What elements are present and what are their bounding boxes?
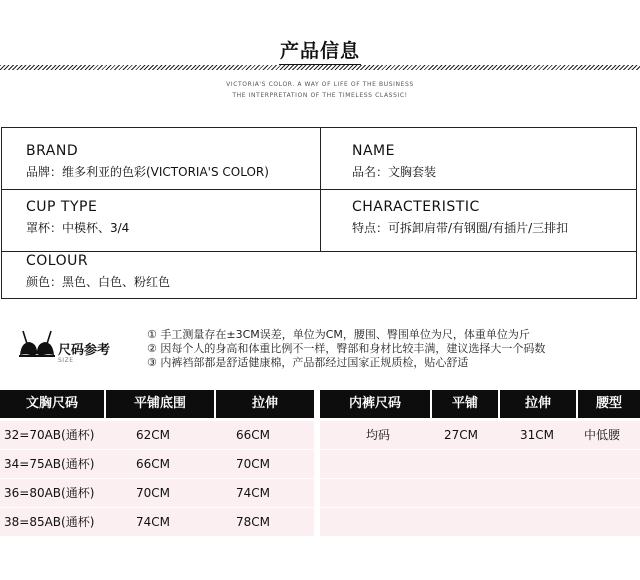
bra-stretch-cell: 66CM bbox=[236, 428, 271, 442]
tagline-1: VICTORIA'S COLOR. A WAY OF LIFE OF THE BUSINESS bbox=[226, 81, 414, 88]
bra-header-stretch: 拉伸 bbox=[216, 390, 314, 418]
characteristic-label: CHARACTERISTIC bbox=[352, 199, 480, 215]
bra-size-cell: 38=85AB(通杯) bbox=[4, 515, 95, 529]
bra-header-size: 文胸尺码 bbox=[0, 390, 104, 418]
colour-value: 颜色：黑色、白色、粉红色 bbox=[26, 275, 171, 289]
size-chart-title: 尺码参考 bbox=[58, 343, 111, 358]
bra-stretch-cell: 74CM bbox=[236, 486, 271, 500]
hatched-divider bbox=[0, 65, 640, 70]
size-note-3: ③ 内裤裆部都是舒适健康棉，产品都经过国家正规质检，贴心舒适 bbox=[147, 356, 469, 369]
tagline-2: THE INTERPRETATION OF THE TIMELESS CLASSIC! bbox=[232, 92, 408, 99]
bra-stretch-cell: 70CM bbox=[236, 457, 271, 471]
name-label: NAME bbox=[352, 143, 395, 159]
info-row-divider bbox=[1, 251, 637, 252]
bra-flat-cell: 62CM bbox=[136, 428, 171, 442]
size-chart-subtitle: SIZE bbox=[58, 357, 74, 364]
bra-stretch-cell: 78CM bbox=[236, 515, 271, 529]
bra-size-cell: 34=75AB(通杯) bbox=[4, 457, 95, 471]
panty-header-flat: 平铺 bbox=[432, 390, 498, 418]
page-title: 产品信息 bbox=[279, 40, 360, 62]
bra-header-flat: 平铺底围 bbox=[106, 390, 214, 418]
bra-flat-cell: 66CM bbox=[136, 457, 171, 471]
cup-type-label: CUP TYPE bbox=[26, 199, 98, 215]
panty-header-size: 内裤尺码 bbox=[320, 390, 430, 418]
brand-value: 品牌：维多利亚的色彩(VICTORIA'S COLOR) bbox=[26, 165, 269, 179]
panty-stretch-cell: 31CM bbox=[520, 428, 555, 442]
panty-flat-cell: 27CM bbox=[444, 428, 479, 442]
bra-size-cell: 32=70AB(通杯) bbox=[4, 428, 95, 442]
panty-waist-cell: 中低腰 bbox=[584, 428, 621, 442]
info-row-divider bbox=[1, 189, 637, 190]
characteristic-value: 特点：可拆卸肩带/有钢圈/有插片/三排扣 bbox=[352, 221, 569, 235]
panty-header-stretch: 拉伸 bbox=[500, 390, 576, 418]
size-note-2: ② 因每个人的身高和体重比例不一样，臀部和身材比较丰满，建议选择大一个码数 bbox=[147, 342, 546, 355]
table-row bbox=[320, 450, 640, 478]
size-note-1: ① 手工测量存在±3CM误差，单位为CM，腰围、臀围单位为尺，体重单位为斤 bbox=[147, 328, 530, 341]
table-row bbox=[320, 508, 640, 536]
bra-flat-cell: 70CM bbox=[136, 486, 171, 500]
table-row bbox=[320, 479, 640, 507]
name-value: 品名：文胸套装 bbox=[352, 165, 437, 179]
cup-type-value: 罩杯：中模杯、3/4 bbox=[26, 221, 130, 235]
bra-flat-cell: 74CM bbox=[136, 515, 171, 529]
brand-label: BRAND bbox=[26, 143, 79, 159]
bra-size-cell: 36=80AB(通杯) bbox=[4, 486, 95, 500]
bra-icon bbox=[17, 325, 57, 365]
colour-label: COLOUR bbox=[26, 253, 89, 269]
panty-header-waist: 腰型 bbox=[578, 390, 640, 418]
panty-size-cell: 均码 bbox=[366, 428, 391, 442]
